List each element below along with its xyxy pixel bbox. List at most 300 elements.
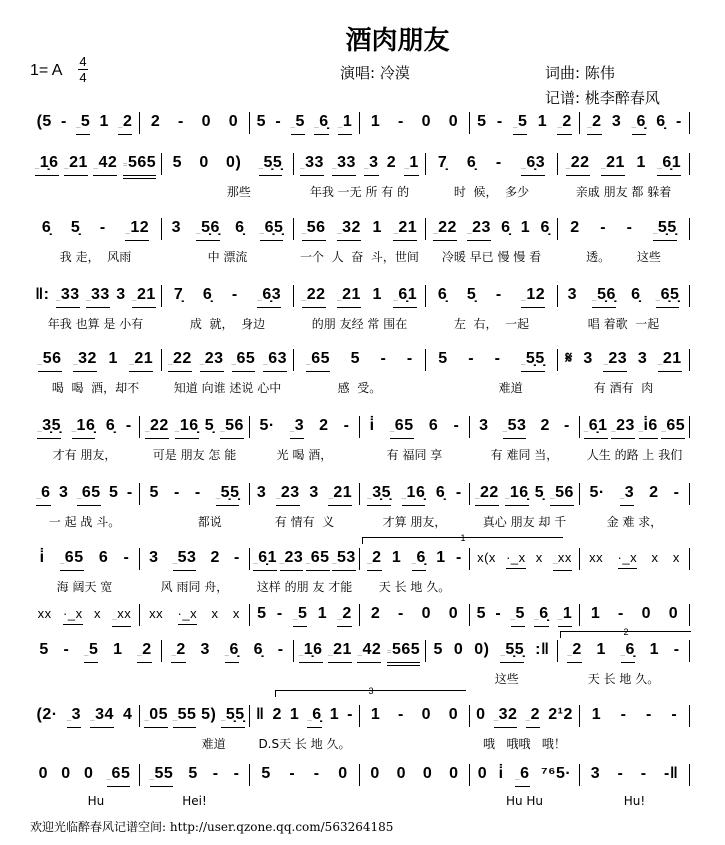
- note-group: 0: [396, 765, 407, 782]
- note-group: _6: [515, 764, 529, 787]
- measure: [360, 604, 470, 626]
- note-group: 1: [537, 113, 548, 130]
- note-group: 3: [116, 286, 126, 303]
- note-group: _5: [84, 640, 98, 663]
- note-group: 1: [590, 605, 601, 622]
- measure: [426, 153, 558, 199]
- note-group: _32: [73, 349, 97, 372]
- score-row: [30, 705, 690, 751]
- note-group: (2·: [36, 706, 58, 723]
- note-group: 3: [637, 350, 648, 367]
- note-group: _xx: [553, 548, 572, 571]
- note-group: _21: [337, 285, 361, 308]
- note-group: 6̣: [437, 286, 448, 303]
- note-group: 5: [109, 484, 119, 501]
- lyric-text: 可是 朋友 怎 能: [152, 448, 237, 462]
- note-group: _56: [302, 218, 326, 241]
- note-group: 0: [476, 706, 486, 723]
- note-group: -: [60, 113, 67, 130]
- note-group: -: [178, 113, 184, 130]
- note-group: -: [234, 549, 240, 566]
- lyric-text: 有 情有 义: [274, 515, 335, 529]
- note-group: x(x: [477, 550, 496, 565]
- note-group: _33: [300, 153, 324, 176]
- note-group: -: [313, 765, 320, 782]
- note-group: _2: [367, 548, 381, 571]
- note-group: 0: [448, 706, 459, 723]
- note-group: _5̣6̣: [592, 285, 616, 308]
- note-group: _5: [291, 112, 305, 135]
- note-group: 6̣: [656, 113, 666, 130]
- note-group: _2: [118, 112, 132, 135]
- note-group: -: [380, 350, 387, 367]
- note-group: -: [455, 484, 462, 501]
- measure: [426, 218, 558, 264]
- note-group: 2: [319, 417, 329, 434]
- note-group: -: [495, 154, 502, 171]
- note-group: -: [600, 219, 607, 236]
- note-group: 1: [113, 641, 123, 658]
- note-group: _65: [306, 548, 330, 571]
- note-group: x: [211, 606, 219, 621]
- score-row: [30, 548, 690, 594]
- score-row: [30, 153, 690, 199]
- note-group: 1: [372, 219, 382, 236]
- note-group: 1: [649, 641, 660, 658]
- measure: [140, 764, 250, 808]
- note-group: _i̇6: [639, 416, 658, 439]
- measure: [558, 349, 690, 395]
- note-group: _65: [306, 349, 330, 372]
- note-group: _22: [302, 285, 326, 308]
- note-group: _2: [587, 112, 601, 135]
- measure: [294, 218, 426, 264]
- note-group: _3̣5̣: [37, 416, 61, 439]
- note-group: 0: [448, 605, 459, 622]
- note-group: 0): [226, 154, 242, 171]
- note-group: ‖:: [35, 286, 50, 303]
- note-group: _5̣5̣: [216, 483, 240, 506]
- note-group: 5·: [259, 417, 275, 434]
- note-group: 2: [272, 706, 282, 723]
- note-group: 6̣: [105, 417, 116, 434]
- note-group: 2: [649, 484, 659, 501]
- note-group: =565: [123, 153, 156, 179]
- note-group: -: [468, 350, 475, 367]
- note-group: _16̣: [505, 483, 529, 506]
- note-group: -: [173, 484, 180, 501]
- lyric-text: 一个 人 奋 斗，世间: [300, 250, 419, 264]
- lyric-text: 才有 朋友，: [52, 448, 117, 462]
- note-group: 0: [38, 765, 49, 782]
- note-group: 3: [149, 549, 159, 566]
- note-group: _21: [132, 285, 156, 308]
- note-group: i̇: [39, 549, 45, 566]
- note-group: -: [276, 605, 283, 622]
- note-group: 6̣: [466, 154, 477, 171]
- note-group: -: [626, 219, 633, 236]
- measure: [30, 285, 162, 331]
- measure: [580, 483, 690, 529]
- lyric-text: 感 受。: [337, 381, 382, 395]
- note-group: -: [63, 641, 70, 658]
- note-group: 0: [448, 113, 459, 130]
- note-group: 0: [453, 641, 464, 658]
- note-group: 6̣: [235, 219, 245, 236]
- note-group: 5): [201, 706, 217, 723]
- note-group: 4: [123, 706, 133, 723]
- note-group: 6̣: [540, 219, 550, 236]
- measure: [294, 285, 426, 331]
- song-title: 酒肉朋友: [345, 26, 450, 56]
- note-group: _6̣3: [521, 153, 545, 176]
- measure: [250, 548, 360, 594]
- note-group: _5̣5̣: [521, 349, 545, 372]
- key-signature: 1= A: [30, 62, 63, 79]
- note-group: 2: [150, 113, 161, 130]
- note-group: i̇: [498, 765, 504, 782]
- note-group: _6̣5̣: [656, 285, 680, 308]
- note-group: _33: [56, 285, 80, 308]
- note-group: 0: [338, 765, 348, 782]
- note-group: _6̣: [534, 604, 548, 627]
- lyric-text: 唱 着歌 一起: [587, 317, 660, 331]
- note-group: _2: [171, 640, 185, 663]
- note-group: _33: [332, 153, 356, 176]
- lyric-text: 这些: [464, 672, 519, 686]
- time-sig-top: 4: [79, 54, 87, 69]
- score-row: [30, 604, 690, 626]
- note-group: -: [617, 765, 624, 782]
- note-group: _16̣: [175, 416, 199, 439]
- note-group: ⁷⁶5·: [541, 765, 572, 782]
- note-group: -: [347, 706, 353, 723]
- measure: [140, 604, 250, 626]
- measure: [558, 153, 690, 199]
- note-group: _2: [137, 640, 151, 663]
- measure: [580, 764, 690, 808]
- composer-credit: 词曲: 陈伟: [545, 64, 615, 82]
- note-group: _23: [611, 416, 635, 439]
- note-group: -: [289, 765, 296, 782]
- note-group: 5̣: [204, 417, 215, 434]
- note-group: _56: [38, 349, 62, 372]
- note-group: 0: [421, 706, 431, 723]
- measure: [558, 285, 690, 331]
- note-group: 0): [474, 641, 490, 658]
- note-group: -: [231, 286, 238, 303]
- note-group: _6̣5̣: [260, 218, 284, 241]
- note-group: _5: [76, 112, 90, 135]
- lyric-text: 时 候， 多少: [453, 185, 530, 199]
- note-group: _56: [220, 416, 244, 439]
- lyric-text: 透。 这些: [586, 250, 661, 264]
- note-group: xx: [37, 606, 52, 621]
- lyric-text: 年我 也算 是 小有: [47, 317, 144, 331]
- measure: [250, 604, 360, 626]
- lyric-text: D.S天 长 地 久。: [258, 737, 351, 751]
- note-group: 1: [636, 154, 646, 171]
- lyric-text: 人生 的路 上 我们: [586, 448, 683, 462]
- note-group: 2: [570, 219, 580, 236]
- lyric-text: 成 就， 身边: [189, 317, 266, 331]
- measure: [580, 705, 690, 727]
- note-group: _12: [521, 285, 545, 308]
- note-group: _23: [603, 349, 627, 372]
- note-group: 1: [596, 641, 606, 658]
- note-group: _5: [513, 112, 527, 135]
- note-group: 5: [350, 350, 360, 367]
- measure: [162, 640, 294, 662]
- note-group: 0: [477, 765, 488, 782]
- lyric-text: 光 喝 酒，: [276, 448, 333, 462]
- note-group: 5: [433, 641, 443, 658]
- note-group: 𝄋: [565, 350, 573, 367]
- lyric-text: 都说: [167, 515, 222, 529]
- note-group: -: [212, 765, 219, 782]
- note-group: _22: [566, 153, 590, 176]
- note-group: 2: [386, 154, 397, 171]
- note-group: xx: [589, 550, 604, 565]
- note-group: 0: [83, 765, 94, 782]
- note-group: 0: [199, 154, 209, 171]
- note-group: _5: [511, 604, 525, 627]
- note-group: _1: [558, 604, 572, 627]
- note-group: 5: [172, 154, 183, 171]
- note-group: _32: [494, 705, 518, 728]
- note-group: -: [99, 219, 106, 236]
- note-group: _5̣6̣: [196, 218, 220, 241]
- note-group: -: [398, 113, 404, 130]
- measure: [250, 483, 360, 529]
- note-group: ·_x: [63, 604, 83, 625]
- measure: [294, 640, 426, 662]
- measure: [250, 416, 360, 462]
- note-group: -: [640, 765, 647, 782]
- measure: [426, 640, 558, 686]
- lyric-text: 亲戚 朋友 都 躲着: [575, 185, 672, 199]
- note-group: 0: [370, 765, 380, 782]
- note-group: x: [232, 606, 240, 621]
- note-group: _1̣6: [299, 640, 323, 663]
- note-group: -: [671, 706, 678, 723]
- note-group: _6̣: [314, 112, 328, 135]
- measure: [162, 349, 294, 395]
- note-group: _6̣: [632, 112, 646, 135]
- note-group: 1: [317, 605, 328, 622]
- note-group: 0: [201, 113, 211, 130]
- note-group: -: [406, 350, 413, 367]
- note-group: _65: [661, 416, 685, 439]
- measure: [580, 604, 690, 626]
- note-group: 1: [391, 549, 402, 566]
- measure: [360, 705, 470, 727]
- note-group: _5̣5̣: [221, 705, 245, 728]
- note-group: _1: [404, 153, 418, 176]
- volta-bracket-1: 1: [362, 537, 563, 544]
- note-group: _21: [64, 153, 88, 176]
- note-group: _21: [601, 153, 625, 176]
- measure: [140, 416, 250, 462]
- lyric-text: 知道 向谁 述说 心中: [173, 381, 282, 395]
- note-group: 2: [210, 549, 220, 566]
- measure: [558, 218, 690, 264]
- measure: [470, 604, 580, 626]
- note-group: 1: [372, 286, 382, 303]
- note-group: _2: [557, 112, 571, 135]
- note-group: _65: [77, 483, 101, 506]
- note-group: _6̣1: [584, 416, 608, 439]
- measure: [426, 349, 558, 395]
- note-group: 1: [591, 706, 602, 723]
- lyric-text: 那些: [204, 185, 251, 199]
- note-group: _32: [337, 218, 361, 241]
- note-group: 3: [171, 219, 181, 236]
- note-group: _2: [567, 640, 581, 663]
- score-row: [30, 349, 690, 395]
- measure: [470, 112, 580, 134]
- note-group: _63: [263, 349, 287, 372]
- note-group: _16̣: [402, 483, 426, 506]
- lyric-text: Hu Hu: [505, 794, 544, 808]
- note-group: _21: [328, 640, 352, 663]
- note-group: 0: [61, 765, 71, 782]
- lyric-text: 我 走， 风雨: [59, 250, 132, 264]
- measure: [30, 153, 162, 175]
- note-group: _23: [276, 483, 300, 506]
- note-group: 3: [590, 765, 601, 782]
- note-group: -: [125, 417, 132, 434]
- note-group: 6̣: [41, 219, 52, 236]
- note-group: 2: [540, 417, 550, 434]
- note-group: :‖: [535, 641, 550, 658]
- measure: [580, 112, 690, 134]
- score-row: [30, 218, 690, 264]
- note-group: _3: [290, 416, 304, 439]
- note-group: _6̣1: [657, 153, 681, 176]
- lyric-text: 一 起 战 斗。: [48, 515, 121, 529]
- note-group: 0: [228, 113, 239, 130]
- note-group: 5: [188, 765, 198, 782]
- note-group: -: [676, 113, 682, 130]
- note-group: xx: [149, 606, 164, 621]
- note-group: 3: [309, 484, 319, 501]
- lyric-text: 喝 喝 酒，却不: [51, 381, 140, 395]
- note-group: _42: [93, 153, 117, 176]
- lyric-text: 难道: [460, 381, 523, 395]
- measure: [30, 764, 140, 808]
- measure: [470, 764, 580, 808]
- measure: [360, 764, 470, 786]
- note-group: _6̣: [621, 640, 635, 663]
- lyric-text: 这样 的朋 友 才能: [256, 580, 353, 594]
- note-group: _2: [526, 705, 540, 728]
- note-group: 1: [289, 706, 300, 723]
- note-group: -: [494, 350, 501, 367]
- note-group: x: [93, 606, 101, 621]
- note-group: 5̣: [466, 286, 477, 303]
- note-group: _6̣3: [257, 285, 281, 308]
- measure: [140, 705, 250, 751]
- footer-credit: 欢迎光临醉春风记谱空间: http://user.qzone.qq.com/563264185: [30, 820, 394, 834]
- note-group: _16̣: [72, 416, 96, 439]
- note-group: _53: [503, 416, 527, 439]
- note-group: _65: [60, 548, 84, 571]
- note-group: _6̣1: [393, 285, 417, 308]
- note-group: -: [123, 549, 130, 566]
- note-group: 3: [567, 286, 577, 303]
- note-group: _53: [332, 548, 356, 571]
- note-group: _22: [433, 218, 457, 241]
- note-group: -: [194, 484, 201, 501]
- lyric-text: 左 右， 一起: [453, 317, 530, 331]
- note-group: _33: [86, 285, 110, 308]
- note-group: -‖: [663, 765, 679, 782]
- score-row: [30, 483, 690, 529]
- note-group: -: [564, 417, 570, 434]
- note-group: -: [495, 605, 502, 622]
- note-group: _21: [328, 483, 352, 506]
- note-group: 1: [108, 350, 118, 367]
- note-group: _23: [280, 548, 304, 571]
- measure: [250, 705, 360, 751]
- note-group: -: [398, 706, 404, 723]
- note-group: -: [126, 484, 133, 501]
- note-group: 5̣: [70, 219, 81, 236]
- note-group: _21: [129, 349, 153, 372]
- measure: [30, 218, 162, 264]
- note-group: _3̣5̣: [367, 483, 391, 506]
- note-group: ·_x: [618, 548, 638, 569]
- note-group: 1: [329, 706, 340, 723]
- note-group: 0: [668, 605, 679, 622]
- measure: [162, 153, 294, 199]
- note-group: 6̣: [631, 286, 641, 303]
- note-group: _23: [200, 349, 224, 372]
- note-group: _6: [36, 483, 50, 506]
- note-group: 7̣: [437, 154, 448, 171]
- note-group: _22: [475, 483, 499, 506]
- note-group: -: [673, 641, 680, 658]
- note-group: -: [496, 113, 503, 130]
- lyric-text: 海 阔天 宽: [56, 580, 113, 594]
- measure: [30, 349, 162, 395]
- note-group: 0: [422, 765, 433, 782]
- note-group: ‖: [256, 706, 265, 723]
- note-group: 6: [428, 417, 439, 434]
- note-group: _6̣: [412, 548, 426, 571]
- note-group: x: [672, 550, 680, 565]
- note-group: ·_x: [178, 604, 198, 625]
- note-group: 5: [476, 605, 487, 622]
- note-group: 1: [370, 706, 381, 723]
- note-group: 0: [641, 605, 651, 622]
- note-group: 6̣: [501, 219, 511, 236]
- note-group: 5: [257, 605, 267, 622]
- note-group: -: [456, 549, 462, 566]
- note-group: _23: [467, 218, 491, 241]
- note-group: -: [673, 484, 680, 501]
- note-group: -: [618, 605, 624, 622]
- note-group: _3: [67, 705, 81, 728]
- score-row: [30, 285, 690, 331]
- note-group: _21: [658, 349, 682, 372]
- note-group: _6̣1: [253, 548, 277, 571]
- measure: [360, 416, 470, 462]
- measure: [558, 640, 690, 686]
- lyric-text: Hei!: [182, 794, 207, 808]
- time-signature: [78, 55, 88, 84]
